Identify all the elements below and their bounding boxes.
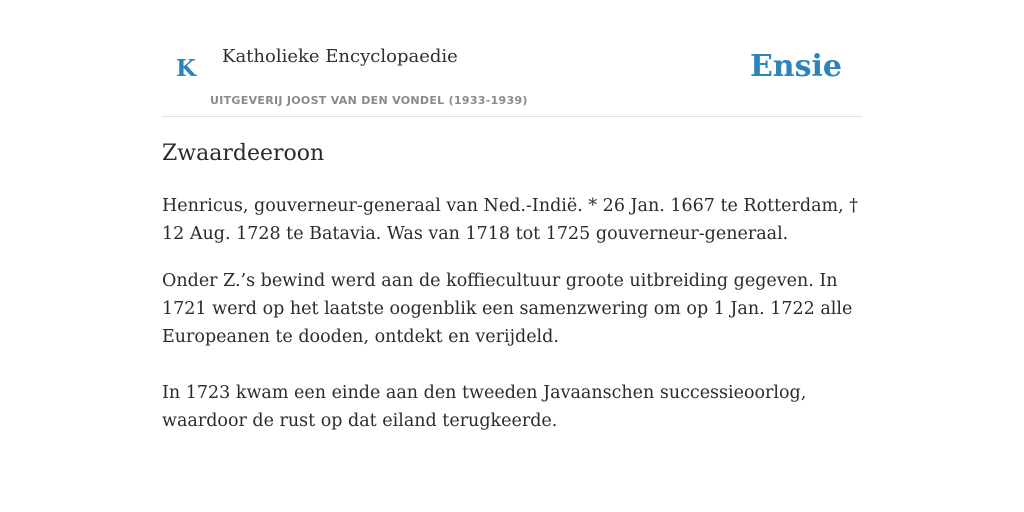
publisher-subtitle: UITGEVERIJ JOOST VAN DEN VONDEL (1933-1939) <box>210 94 528 107</box>
article-body <box>162 138 862 435</box>
article-title: Zwaardeeroon <box>162 141 325 166</box>
ensie-brand-link[interactable]: Ensie <box>749 49 842 84</box>
article-paragraph: Onder Z.’s bewind werd aan de koffiecultuur groote uitbreiding gegeven. In 1721 werd op het laatste oogenblik een samenzwering om op 1 Jan. 1722 alle Europeanen te dooden, ontdekt en verijdeld. <box>162 271 853 347</box>
encyclopedia-logo[interactable]: K <box>176 55 196 82</box>
site-header <box>162 40 862 117</box>
article-paragraph: Henricus, gouverneur-generaal van Ned.-Indië. * 26 Jan. 1667 te Rotterdam, † 12 Aug. 1728 te Batavia. Was van 1718 tot 1725 gouverneur-generaal. <box>162 196 859 244</box>
publication-title[interactable]: Katholieke Encyclopaedie <box>222 46 458 67</box>
article-paragraph: In 1723 kwam een einde aan den tweeden Javaanschen successieoorlog, waardoor de rust op dat eiland terugkeerde. <box>162 383 807 431</box>
